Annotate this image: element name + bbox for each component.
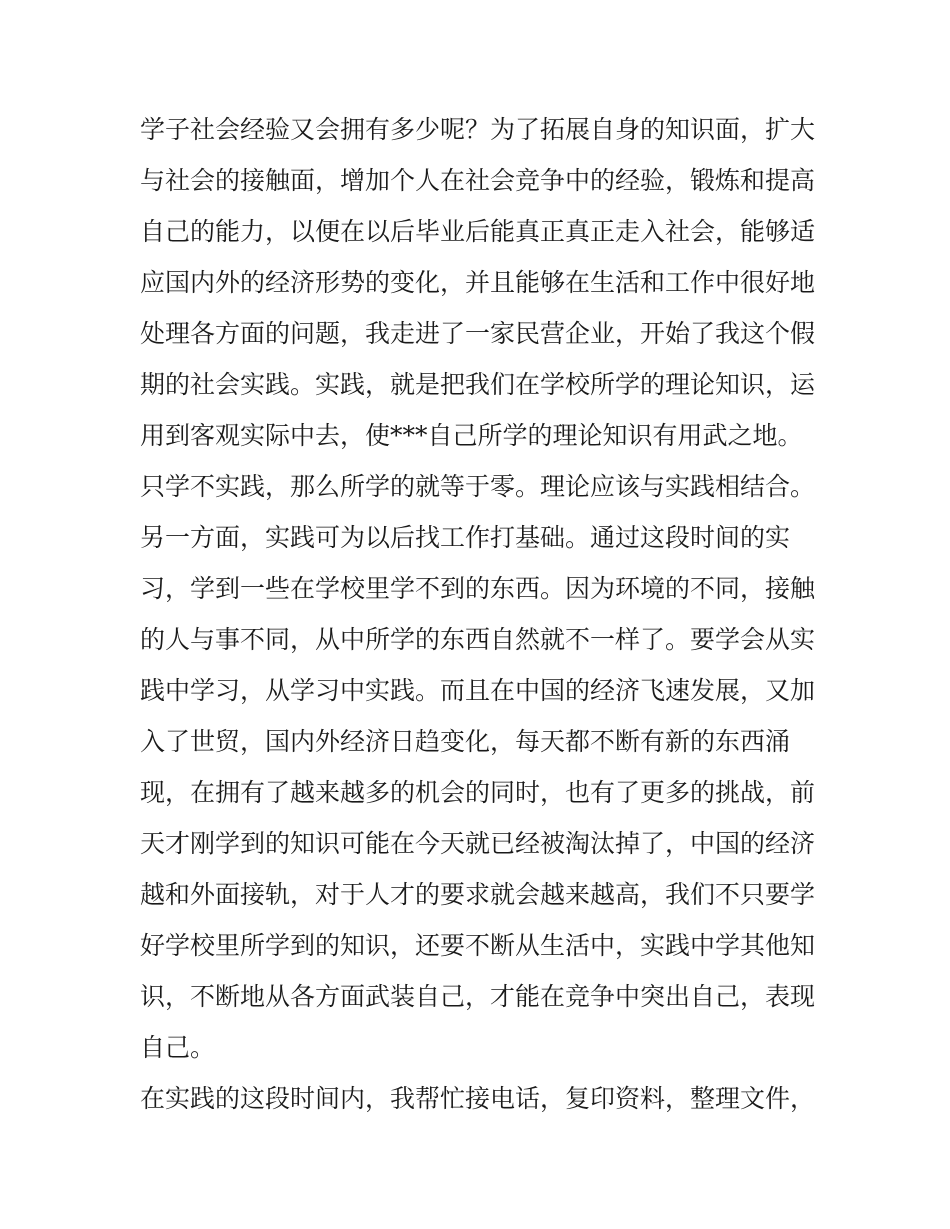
text-line: 另一方面，实践可为以后找工作打基础。通过这段时间的实 [140,523,791,552]
text-line: 期的社会实践。实践，就是把我们在学校所学的理论知识，运 [140,370,816,399]
text-line: 越和外面接轨，对于人才的要求就会越来越高，我们不只要学 [140,880,816,909]
text-line: 现，在拥有了越来越多的机会的同时，也有了更多的挑战，前 [140,778,816,807]
text-line: 只学不实践，那么所学的就等于零。理论应该与实践相结合。 [140,472,816,501]
text-line: 的人与事不同，从中所学的东西自然就不一样了。要学会从实 [140,625,816,654]
body-text [140,104,820,1124]
text-line: 用到客观实际中去，使***自己所学的理论知识有用武之地。 [140,421,803,450]
text-line: 自己的能力，以便在以后毕业后能真正真正走入社会，能够适 [140,217,816,246]
text-line: 学子社会经验又会拥有多少呢？为了拓展自身的知识面，扩大 [140,115,816,144]
text-line: 践中学习，从学习中实践。而且在中国的经济飞速发展，又加 [140,676,816,705]
text-line: 习，学到一些在学校里学不到的东西。因为环境的不同，接触 [140,574,816,603]
text-line: 应国内外的经济形势的变化，并且能够在生活和工作中很好地 [140,268,816,297]
text-line: 识，不断地从各方面武装自己，才能在竞争中突出自己，表现 [140,982,816,1011]
text-line: 处理各方面的问题，我走进了一家民营企业，开始了我这个假 [140,319,816,348]
text-line: 与社会的接触面，增加个人在社会竞争中的经验，锻炼和提高 [140,166,816,195]
text-line: 天才刚学到的知识可能在今天就已经被淘汰掉了，中国的经济 [140,829,816,858]
text-line: 入了世贸，国内外经济日趋变化，每天都不断有新的东西涌 [140,727,791,756]
text-line: 自己。 [140,1033,216,1062]
text-line: 在实践的这段时间内，我帮忙接电话，复印资料，整理文件， [140,1084,816,1113]
text-line: 好学校里所学到的知识，还要不断从生活中，实践中学其他知 [140,931,816,960]
